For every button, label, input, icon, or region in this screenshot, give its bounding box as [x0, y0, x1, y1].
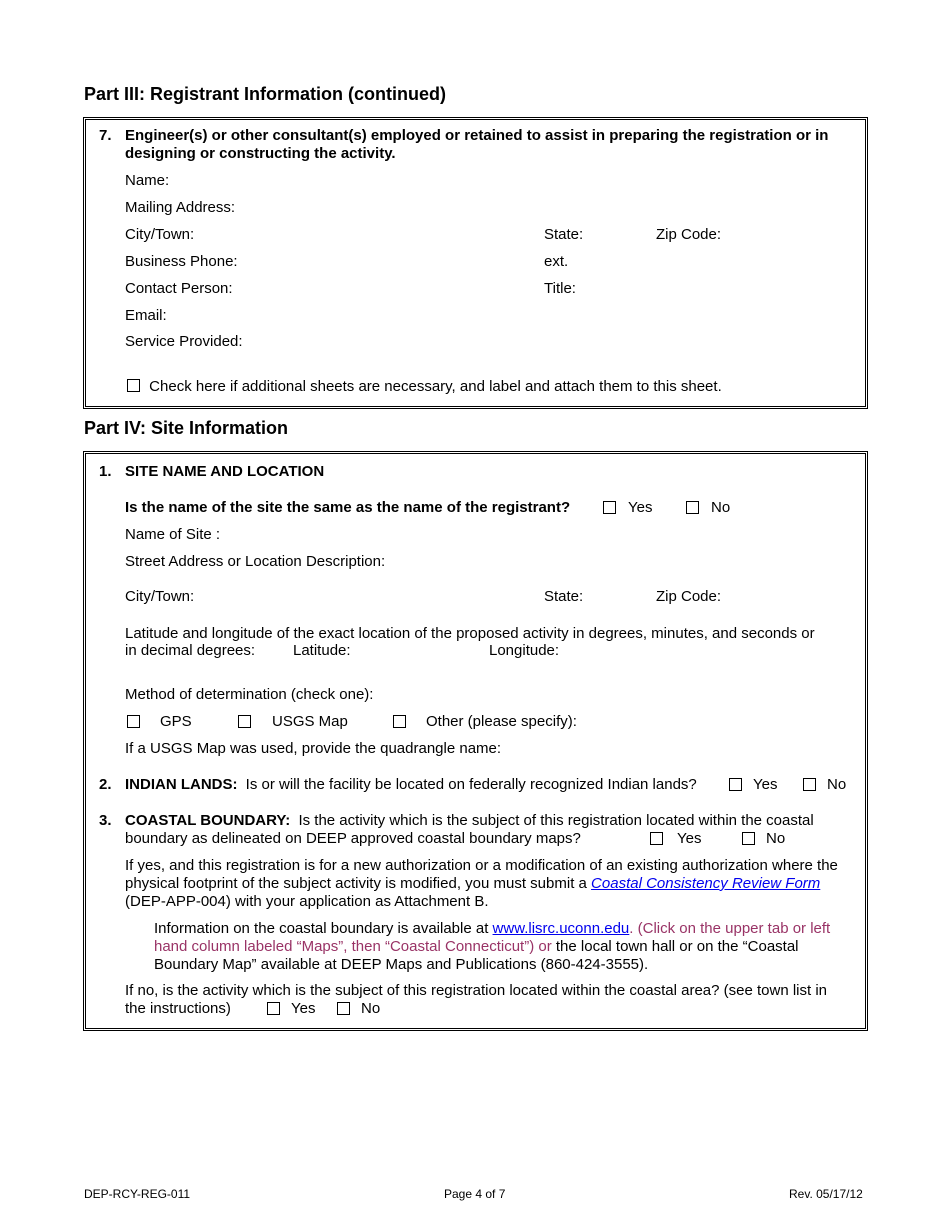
q3-label: COASTAL BOUNDARY: — [125, 812, 291, 829]
q7-number: 7. — [99, 127, 112, 144]
indian-lands-yes-checkbox[interactable] — [729, 778, 742, 791]
q7-city-label: City/Town: — [125, 226, 195, 243]
same-name-yes-checkbox[interactable] — [603, 501, 616, 514]
same-name-no-label: No — [711, 499, 731, 516]
usgs-label: USGS Map — [272, 713, 348, 730]
q3-row1 — [125, 812, 814, 829]
coastal-para-a: If yes, and this registration is for a new authorization or a modification of an existing authorization where the physical footprint of the subject activity is modified, you must submit a — [125, 857, 838, 892]
method-label: Method of determination (check one): — [125, 686, 374, 703]
additional-sheets-label: Check here if additional sheets are necessary, and label and attach them to this sheet. — [149, 378, 722, 395]
additional-sheets-checkbox[interactable] — [127, 379, 140, 392]
usgs-checkbox[interactable] — [238, 715, 251, 728]
gps-label: GPS — [160, 713, 192, 730]
q7-ext-label: ext. — [544, 253, 569, 270]
q7-heading: Engineer(s) or other consultant(s) employed or retained to assist in preparing the registration or in designing or constructing the activity. — [125, 127, 829, 162]
coastal-area-text2: the instructions) — [125, 1000, 231, 1017]
q2-row — [125, 776, 697, 793]
site-city-label: City/Town: — [125, 588, 195, 605]
coastal-area-no-label: No — [361, 1000, 381, 1017]
footer-form-id: DEP-RCY-REG-011 — [84, 1187, 191, 1201]
coastal-yes-label: Yes — [677, 830, 702, 847]
coastal-yes-checkbox[interactable] — [650, 832, 663, 845]
street-label: Street Address or Location Description: — [125, 553, 386, 570]
indian-lands-no-checkbox[interactable] — [803, 778, 816, 791]
coastal-yes-paragraph — [125, 857, 845, 911]
q7-state-label: State: — [544, 226, 584, 243]
same-name-yes-label: Yes — [628, 499, 653, 516]
q1-heading: SITE NAME AND LOCATION — [125, 463, 325, 480]
q7-name-label: Name: — [125, 172, 170, 189]
q3-text2: boundary as delineated on DEEP approved coastal boundary maps? — [125, 830, 581, 847]
footer-page-number: Page 4 of 7 — [444, 1187, 506, 1201]
q7-title-label: Title: — [544, 280, 576, 297]
indian-lands-yes-label: Yes — [753, 776, 778, 793]
coastal-area-no-checkbox[interactable] — [337, 1002, 350, 1015]
site-zip-label: Zip Code: — [656, 588, 722, 605]
same-name-question: Is the name of the site the same as the name of the registrant? — [125, 499, 571, 516]
indian-lands-no-label: No — [827, 776, 847, 793]
decimal-label: in decimal degrees: — [125, 642, 256, 659]
other-checkbox[interactable] — [393, 715, 406, 728]
coastal-info-a: Information on the coastal boundary is available at — [154, 920, 489, 937]
q7-zip-label: Zip Code: — [656, 226, 722, 243]
q3-text1: Is the activity which is the subject of this registration located within the coastal — [298, 812, 814, 829]
site-state-label: State: — [544, 588, 584, 605]
coastal-para-b: (DEP-APP-004) with your application as Attachment B. — [125, 893, 489, 910]
q7-additional-row — [127, 378, 722, 395]
longitude-label: Longitude: — [489, 642, 560, 659]
coastal-no-checkbox[interactable] — [742, 832, 755, 845]
footer-revision: Rev. 05/17/12 — [789, 1187, 863, 1201]
coastal-area-yes-checkbox[interactable] — [267, 1002, 280, 1015]
q7-phone-label: Business Phone: — [125, 253, 238, 270]
other-label: Other (please specify): — [426, 713, 577, 730]
part3-title: Part III: Registrant Information (continued) — [84, 84, 447, 104]
lisrc-link[interactable]: www.lisrc.uconn.edu — [492, 920, 630, 937]
q7-contact-label: Contact Person: — [125, 280, 233, 297]
coastal-info-paragraph — [154, 920, 854, 974]
q7-service-label: Service Provided: — [125, 333, 243, 350]
coastal-info-magenta: . (Click on the upper tab or left hand column labeled “Maps”, then “Coastal Connecticut”) or — [154, 920, 831, 955]
coastal-no-label: No — [766, 830, 786, 847]
same-name-no-checkbox[interactable] — [686, 501, 699, 514]
q7-mailing-label: Mailing Address: — [125, 199, 236, 216]
latitude-label: Latitude: — [293, 642, 351, 659]
part4-title: Part IV: Site Information — [84, 418, 289, 438]
q2-number: 2. — [99, 776, 112, 793]
q3-number: 3. — [99, 812, 112, 829]
q2-text: Is or will the facility be located on federally recognized Indian lands? — [245, 776, 697, 793]
quadrangle-label: If a USGS Map was used, provide the quadrangle name: — [125, 740, 502, 757]
q2-label: INDIAN LANDS: — [125, 776, 238, 793]
coastal-info-b: the local town hall or on the “Coastal Boundary Map” available at DEEP Maps and Publications (860-424-3555). — [154, 938, 799, 973]
q7-email-label: Email: — [125, 307, 167, 324]
site-name-label: Name of Site : — [125, 526, 221, 543]
latlong-text: Latitude and longitude of the exact location of the proposed activity in degrees, minutes, and seconds or — [125, 625, 815, 642]
coastal-consistency-form-link[interactable]: Coastal Consistency Review Form — [591, 875, 821, 892]
coastal-area-text1: If no, is the activity which is the subject of this registration located within the coastal area? (see town list in — [125, 982, 828, 999]
q1-number: 1. — [99, 463, 112, 480]
coastal-area-yes-label: Yes — [291, 1000, 316, 1017]
gps-checkbox[interactable] — [127, 715, 140, 728]
